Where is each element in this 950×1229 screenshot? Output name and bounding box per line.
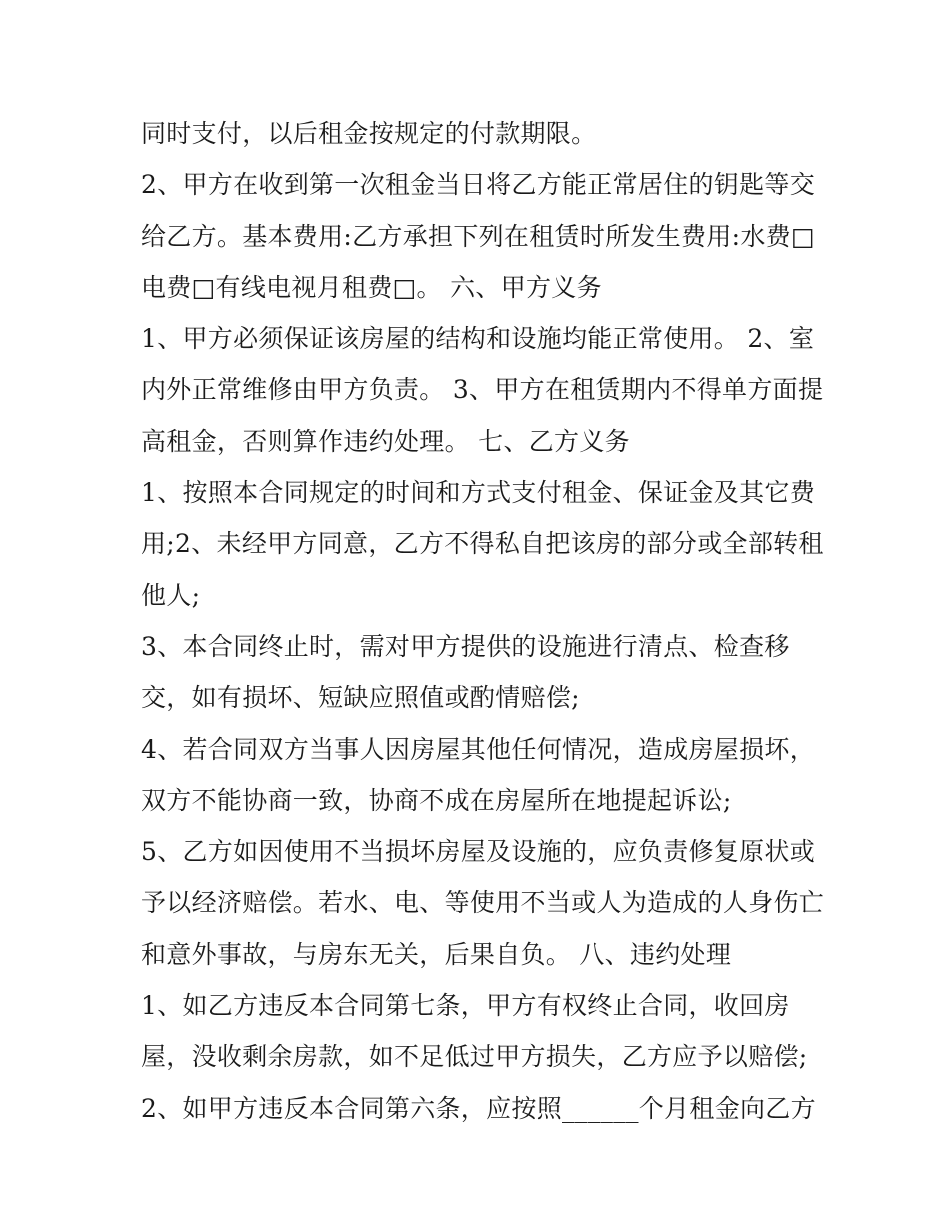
text-line: 4、若合同双方当事人因房屋其他任何情况，造成房屋损坏， [141,734,816,764]
text-line: 给乙方。基本费用:乙方承担下列在租赁时所发生费用:水费□ [141,221,815,251]
text-line: 1、按照本合同规定的时间和方式支付租金、保证金及其它费 [141,478,816,508]
text-line: 1、如乙方违反本合同第七条，甲方有权终止合同，收回房 [141,991,790,1021]
text-line: 电费□有线电视月租费□。 六、甲方义务 [141,272,602,302]
text-line: 5、乙方如因使用不当损坏房屋及设施的，应负责修复原状或 [141,837,816,867]
text-line: 和意外事故，与房东无关，后果自负。 八、违约处理 [141,939,732,969]
text-line: 1、甲方必须保证该房屋的结构和设施均能正常使用。 2、室 [141,324,815,354]
contract-text-body [141,108,831,1134]
text-line: 同时支付，以后租金按规定的付款期限。 [141,119,597,148]
text-line: 予以经济赔偿。若水、电、等使用不当或人为造成的人身伤亡 [141,888,825,918]
text-line: 双方不能协商一致，协商不成在房屋所在地提起诉讼; [141,785,732,815]
text-line: 内外正常维修由甲方负责。 3、甲方在租赁期内不得单方面提 [141,375,824,405]
text-line: 2、如甲方违反本合同第六条，应按照______个月租金向乙方 [141,1093,816,1123]
text-line: 屋，没收剩余房款，如不足低过甲方损失，乙方应予以赔偿; [141,1042,808,1072]
text-line: 用;2、未经甲方同意，乙方不得私自把该房的部分或全部转租 [141,529,824,559]
text-line: 2、甲方在收到第一次租金当日将乙方能正常居住的钥匙等交 [141,170,816,200]
text-line: 高租金，否则算作违约处理。 七、乙方义务 [141,426,630,456]
text-line: 他人; [141,580,201,610]
text-line: 交，如有损坏、短缺应照值或酌情赔偿; [141,683,580,713]
text-line: 3、本合同终止时，需对甲方提供的设施进行清点、检查移 [141,631,790,661]
